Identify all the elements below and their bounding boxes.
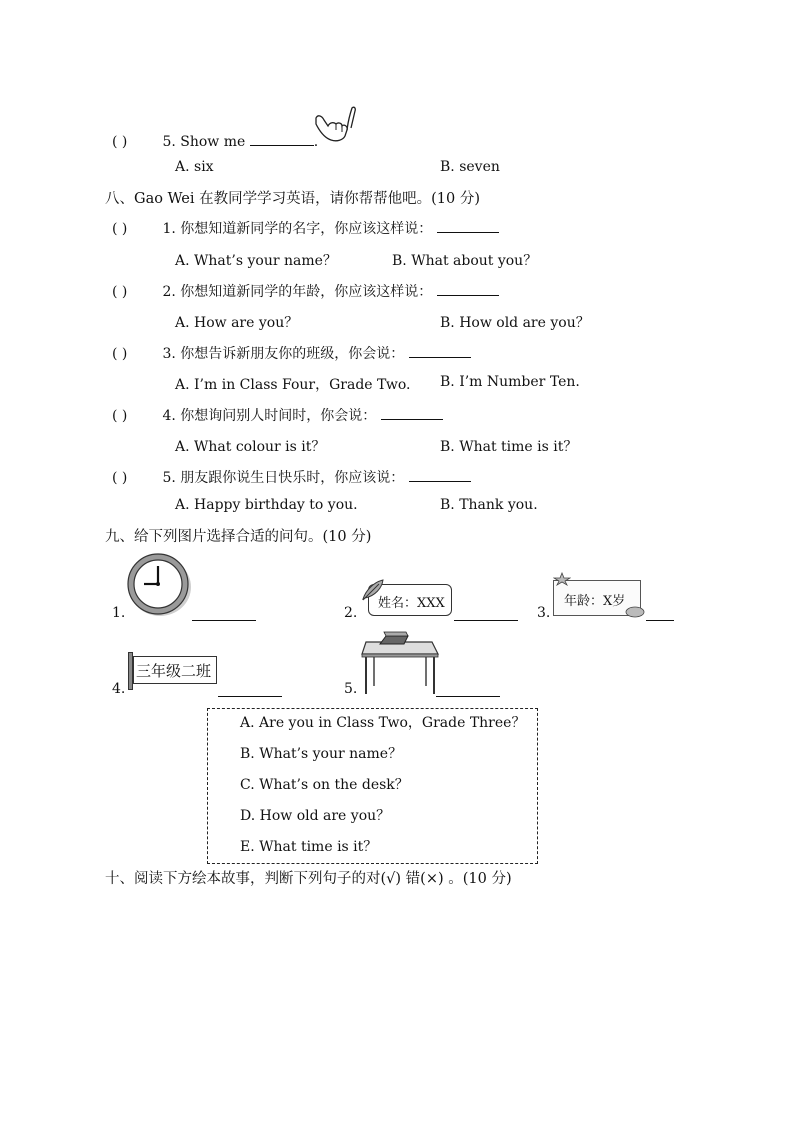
s8-q2 (112, 281, 499, 301)
s9-blank-3[interactable] (646, 606, 674, 621)
s9-blank-4[interactable] (218, 682, 282, 697)
q5-option-a[interactable]: A. six (175, 159, 214, 175)
answer-paren[interactable]: ( ) (112, 470, 128, 486)
answer-blank[interactable] (409, 343, 471, 358)
answer-blank[interactable] (409, 467, 471, 482)
s8-q1 (112, 218, 499, 238)
hand-gesture-six-icon (312, 104, 358, 144)
s8-q5 (112, 467, 471, 487)
answer-blank[interactable] (437, 281, 499, 296)
section10-title: 十、阅读下方绘本故事，判断下列句子的对(√) 错(×) 。(10 分) (105, 871, 512, 887)
stem-tail: . (313, 134, 319, 150)
leaf-decoration-icon (624, 604, 646, 620)
s8-q3-option-a[interactable]: A. I’m in Class Four，Grade Two. (175, 377, 411, 393)
s8-q2-option-a[interactable]: A. How are you？ (175, 315, 299, 331)
section9-title: 九、给下列图片选择合适的问句。(10 分) (105, 529, 372, 545)
q5-top (112, 131, 318, 150)
q5-option-b[interactable]: B. seven (440, 159, 500, 175)
s8-q3-option-b[interactable]: B. I’m Number Ten. (440, 374, 580, 390)
answer-paren[interactable]: ( ) (112, 408, 128, 424)
age-card-text: 年龄：X岁 (564, 594, 626, 609)
star-decoration-icon (553, 572, 571, 586)
s8-q1-option-b[interactable]: B. What about you？ (392, 253, 538, 269)
s9-blank-2[interactable] (454, 606, 518, 621)
s9-option-d[interactable]: D. How old are you？ (240, 808, 391, 824)
question-stem: 3. 你想告诉新朋友你的班级，你会说： (162, 346, 405, 362)
s8-q4 (112, 405, 443, 425)
s9-blank-1[interactable] (192, 606, 256, 621)
clock-icon (125, 552, 193, 618)
question-stem: 2. 你想知道新同学的年龄，你应该这样说： (162, 284, 433, 300)
answer-blank[interactable] (250, 131, 314, 146)
s9-option-a[interactable]: A. Are you in Class Two，Grade Three？ (240, 715, 526, 731)
s9-blank-5[interactable] (436, 682, 500, 697)
question-stem: 1. 你想知道新同学的名字，你应该这样说： (162, 221, 433, 237)
s9-num-4: 4. (112, 681, 126, 697)
question-stem: 5. 朋友跟你说生日快乐时，你应该说： (162, 470, 405, 486)
class-sign-text: 三年级二班 (136, 662, 212, 680)
s9-option-b[interactable]: B. What’s your name？ (240, 746, 403, 762)
s9-num-1: 1. (112, 605, 126, 621)
class-sign (128, 652, 218, 690)
desk-with-book-icon (360, 628, 440, 696)
s8-q1-option-a[interactable]: A. What’s your name？ (175, 253, 337, 269)
s8-q2-option-b[interactable]: B. How old are you？ (440, 315, 590, 331)
answer-blank[interactable] (437, 218, 499, 233)
s8-q4-option-a[interactable]: A. What colour is it？ (175, 439, 326, 455)
s9-option-e[interactable]: E. What time is it？ (240, 839, 378, 855)
s9-option-c[interactable]: C. What’s on the desk？ (240, 777, 409, 793)
s8-q4-option-b[interactable]: B. What time is it？ (440, 439, 578, 455)
answer-paren[interactable]: ( ) (112, 284, 128, 300)
s9-num-3: 3. (537, 605, 551, 621)
s9-num-5: 5. (344, 681, 358, 697)
s9-num-2: 2. (344, 605, 358, 621)
s8-q3 (112, 343, 471, 363)
question-stem: 5. Show me (162, 134, 246, 150)
question-stem: 4. 你想询问别人时间时，你会说： (162, 408, 377, 424)
section8-title: 八、Gao Wei 在教同学学习英语，请你帮帮他吧。(10 分) (105, 191, 480, 207)
answer-paren[interactable]: ( ) (112, 134, 128, 150)
feather-icon (360, 578, 386, 602)
name-card-text: 姓名：XXX (378, 596, 445, 611)
s8-q5-option-a[interactable]: A. Happy birthday to you. (175, 497, 358, 513)
s8-q5-option-b[interactable]: B. Thank you. (440, 497, 538, 513)
answer-paren[interactable]: ( ) (112, 221, 128, 237)
answer-paren[interactable]: ( ) (112, 346, 128, 362)
answer-blank[interactable] (381, 405, 443, 420)
